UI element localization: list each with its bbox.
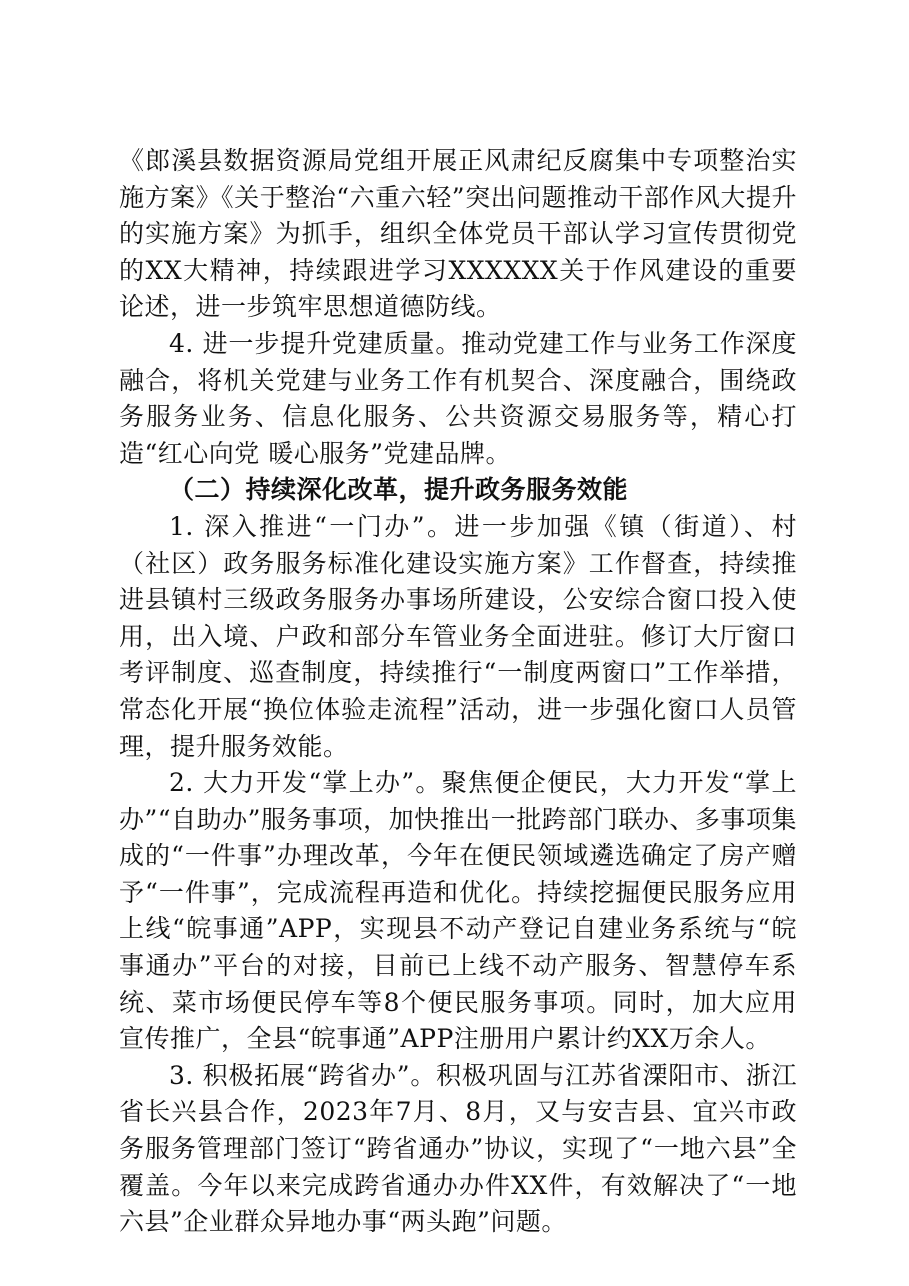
paragraph-continued: 《郎溪县数据资源局党组开展正风肃纪反腐集中专项整治实施方案》《关于整治“六重六轻”突出问题推动干部作风大提升的实施方案》为抓手，组织全体党员干部认学习宣传贯彻党的XX大精神，持续跟进学习XXXXXX关于作风建设的重要论述，进一步筑牢思想道德防线。 xyxy=(119,146,797,322)
paragraph-party-building-quality: 4. 进一步提升党建质量。推动党建工作与业务工作深度融合，将机关党建与业务工作有机契合、深度融合，围绕政务服务业务、信息化服务、公共资源交易服务等，精心打造“红心向党 暖心服务”党建品牌。 xyxy=(119,328,797,468)
paragraph-mobile-service: 2. 大力开发“掌上办”。聚焦便企便民，大力开发“掌上办”“自助办”服务事项，加快推出一批跨部门联办、多事项集成的“一件事”办理改革，今年在便民领域遴选确定了房产赠予“一件事”，完成流程再造和优化。持续挖掘便民服务应用上线“皖事通”APP，实现县不动产登记自建业务系统与“皖事通办”平台的对接，目前已上线不动产服务、智慧停车系统、菜市场便民停车等8个便民服务事项。同时，加大应用宣传推广，全县“皖事通”APP注册用户累计约XX万余人。 xyxy=(119,768,797,1054)
paragraph-cross-province-service: 3. 积极拓展“跨省办”。积极巩固与江苏省溧阳市、浙江省长兴县合作，2023年7月、8月，又与安吉县、宜兴市政务服务管理部门签订“跨省通办”协议，实现了“一地六县”全覆盖。今年以来完成跨省通办办件XX件，有效解决了“一地六县”企业群众异地办事“两头跑”问题。 xyxy=(119,1060,797,1237)
paragraph-one-door-service: 1. 深入推进“一门办”。进一步加强《镇（街道）、村（社区）政务服务标准化建设实施方案》工作督查，持续推进县镇村三级政务服务办事场所建设，公安综合窗口投入使用，出入境、户政和部分车管业务全面进驻。修订大厅窗口考评制度、巡查制度，持续推行“一制度两窗口”工作举措，常态化开展“换位体验走流程”活动，进一步强化窗口人员管理，提升服务效能。 xyxy=(119,511,797,761)
section-heading-deepen-reform: （二）持续深化改革，提升政务服务效能 xyxy=(169,475,629,505)
document-page xyxy=(119,143,797,1241)
